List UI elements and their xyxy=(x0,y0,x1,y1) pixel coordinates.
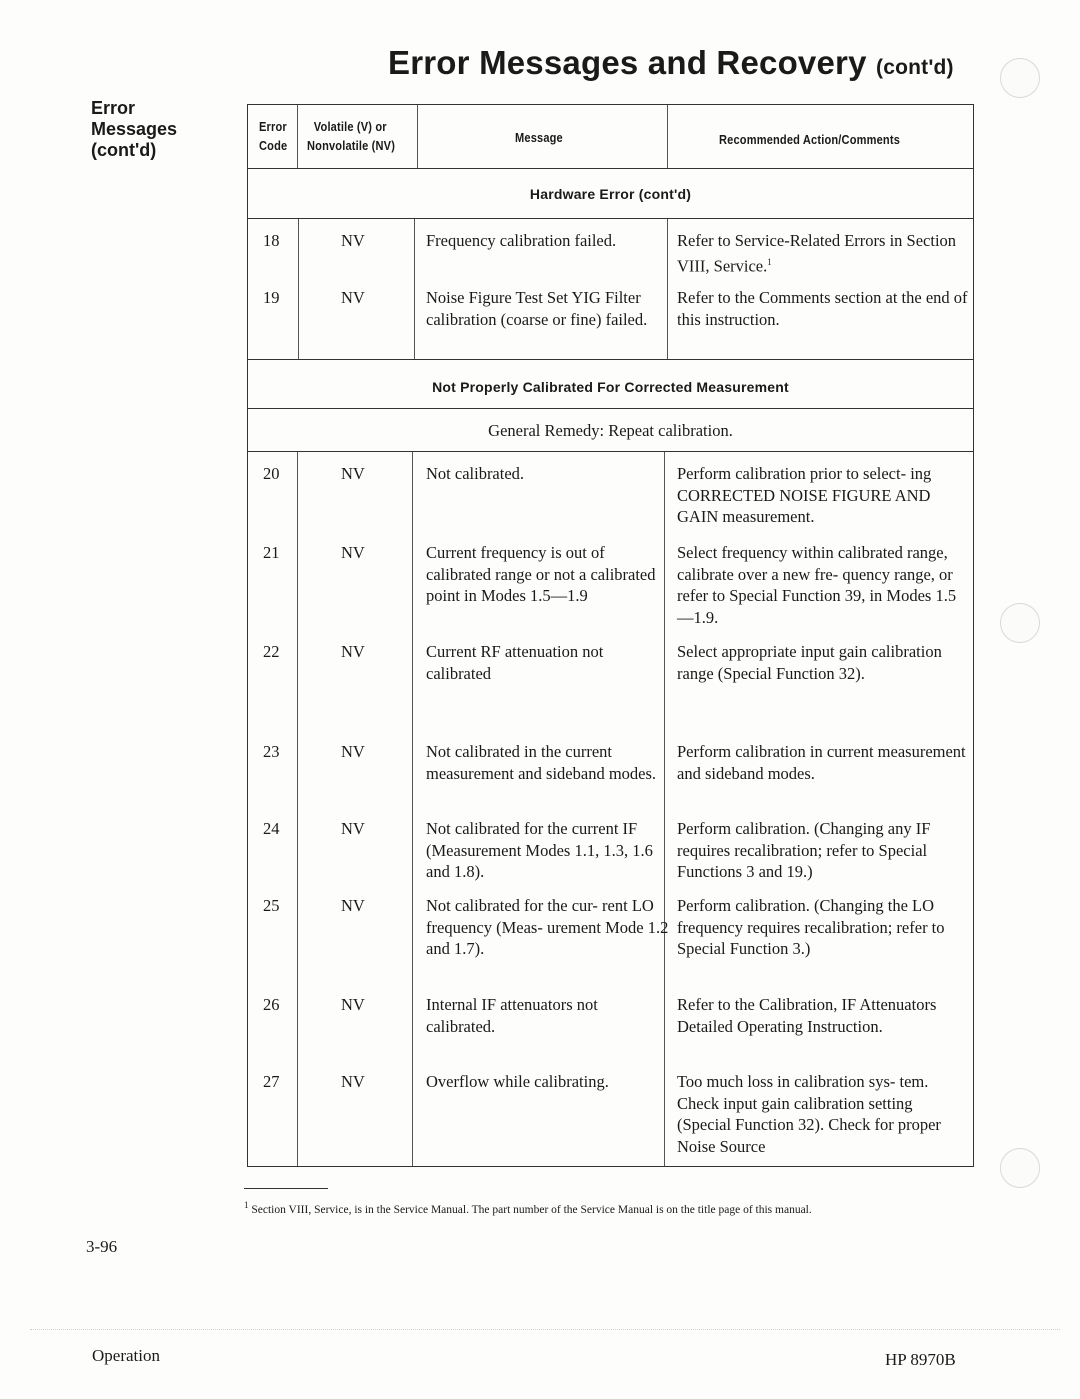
col-divider xyxy=(667,105,668,168)
action: Perform calibration prior to select- ing CORRECTED NOISE FIGURE AND GAIN measurement. xyxy=(677,464,932,526)
rule-header-bottom xyxy=(248,168,973,169)
message: Not calibrated for the current IF (Measurement Modes 1.1, 1.3, 1.6 and 1.8). xyxy=(426,819,653,881)
message: Current RF attenuation not calibrated xyxy=(426,642,604,683)
page-title: Error Messages and Recovery (cont'd) xyxy=(388,44,954,81)
rule-calibration-band-bottom xyxy=(248,408,973,409)
error-code: 18 xyxy=(263,231,280,250)
message: Internal IF attenuators not calibrated. xyxy=(426,995,598,1036)
col-divider xyxy=(417,105,418,168)
volatility: NV xyxy=(341,819,365,838)
volatility: NV xyxy=(341,1072,365,1091)
message: Current frequency is out of calibrated range or not a calibrated point in Modes 1.5—1.9 xyxy=(426,543,656,605)
error-code: 22 xyxy=(263,642,280,661)
action: Select appropriate input gain calibration range (Special Function 32). xyxy=(677,642,942,683)
action: Select frequency within calibrated range, calibrate over a new fre- quency range, or refer to Special Function 39, in Modes 1.5—1.9. xyxy=(677,543,957,627)
action: Perform calibration. (Changing any IF requires recalibration; refer to Special Functions 3 and 19.) xyxy=(677,819,931,881)
binder-hole-top xyxy=(1000,58,1040,98)
message: Not calibrated in the current measurement and sideband modes. xyxy=(426,742,657,783)
volatility: NV xyxy=(341,543,365,562)
general-remedy: General Remedy: Repeat calibration. xyxy=(488,421,733,440)
binder-hole-middle xyxy=(1000,603,1040,643)
col-divider xyxy=(414,219,415,359)
error-code: 27 xyxy=(263,1072,280,1091)
action: Perform calibration. (Changing the LO frequency requires recalibration; refer to Special Function 3.) xyxy=(677,896,945,958)
side-heading: Error Messages (cont'd) xyxy=(91,98,178,160)
volatility: NV xyxy=(341,464,365,483)
page-number: 3-96 xyxy=(86,1237,118,1256)
action: Refer to Service-Related Errors in Section VIII, Service.$^1$ xyxy=(677,231,957,275)
error-code: 24 xyxy=(263,819,280,838)
action: Refer to the Comments section at the end of this instruction. xyxy=(677,288,968,329)
footer-model: HP 8970B xyxy=(885,1350,956,1369)
action: Too much loss in calibration sys- tem. Check input gain calibration setting (Special Function 32). Check for proper Noise Source xyxy=(677,1072,941,1156)
footer-section: Operation xyxy=(92,1346,160,1365)
page-title-suffix: (cont'd) xyxy=(876,56,954,79)
volatility: NV xyxy=(341,642,365,661)
header-action: Recommended Action/Comments xyxy=(719,132,901,147)
rule-hardware-band-bottom xyxy=(248,218,973,219)
rule-hardware-rows-bottom xyxy=(248,359,973,360)
rule-remedy-bottom xyxy=(248,451,973,452)
message: Noise Figure Test Set YIG Filter calibration (coarse or fine) failed. xyxy=(426,288,648,329)
error-code: 20 xyxy=(263,464,280,483)
band-hardware-error: Hardware Error (cont'd) xyxy=(529,186,692,202)
header-volatile: Volatile (V) or Nonvolatile (NV) xyxy=(307,119,396,153)
footnote: $^1$ Section VIII, Service, is in the Service Manual. The part number of the Service Manual is on the title page of this manual. xyxy=(244,1200,812,1216)
action: Refer to the Calibration, IF Attenuators Detailed Operating Instruction. xyxy=(677,995,937,1036)
volatility: NV xyxy=(341,231,365,250)
footnote-rule xyxy=(244,1188,328,1189)
volatility: NV xyxy=(341,896,365,915)
footer-divider xyxy=(30,1329,1060,1330)
footnote-mark: 1 xyxy=(767,256,772,267)
message: Overflow while calibrating. xyxy=(426,1072,609,1091)
error-code: 21 xyxy=(263,543,280,562)
action: Perform calibration in current measurement and sideband modes. xyxy=(677,742,966,783)
error-code: 26 xyxy=(263,995,280,1014)
message: Not calibrated. xyxy=(426,464,525,483)
col-divider xyxy=(412,452,413,1166)
error-code: 25 xyxy=(263,896,280,915)
volatility: NV xyxy=(341,995,365,1014)
header-message: Message xyxy=(515,130,563,145)
binder-hole-bottom xyxy=(1000,1148,1040,1188)
volatility: NV xyxy=(341,288,365,307)
header-error-code: Error Code xyxy=(259,119,288,153)
message: Frequency calibration failed. xyxy=(426,231,617,250)
error-code: 23 xyxy=(263,742,280,761)
col-divider xyxy=(297,105,298,168)
volatility: NV xyxy=(341,742,365,761)
error-code: 19 xyxy=(263,288,280,307)
band-not-calibrated: Not Properly Calibrated For Corrected Measurement xyxy=(432,379,789,395)
message: Not calibrated for the cur- rent LO frequency (Meas- urement Mode 1.2 and 1.7). xyxy=(426,896,669,958)
